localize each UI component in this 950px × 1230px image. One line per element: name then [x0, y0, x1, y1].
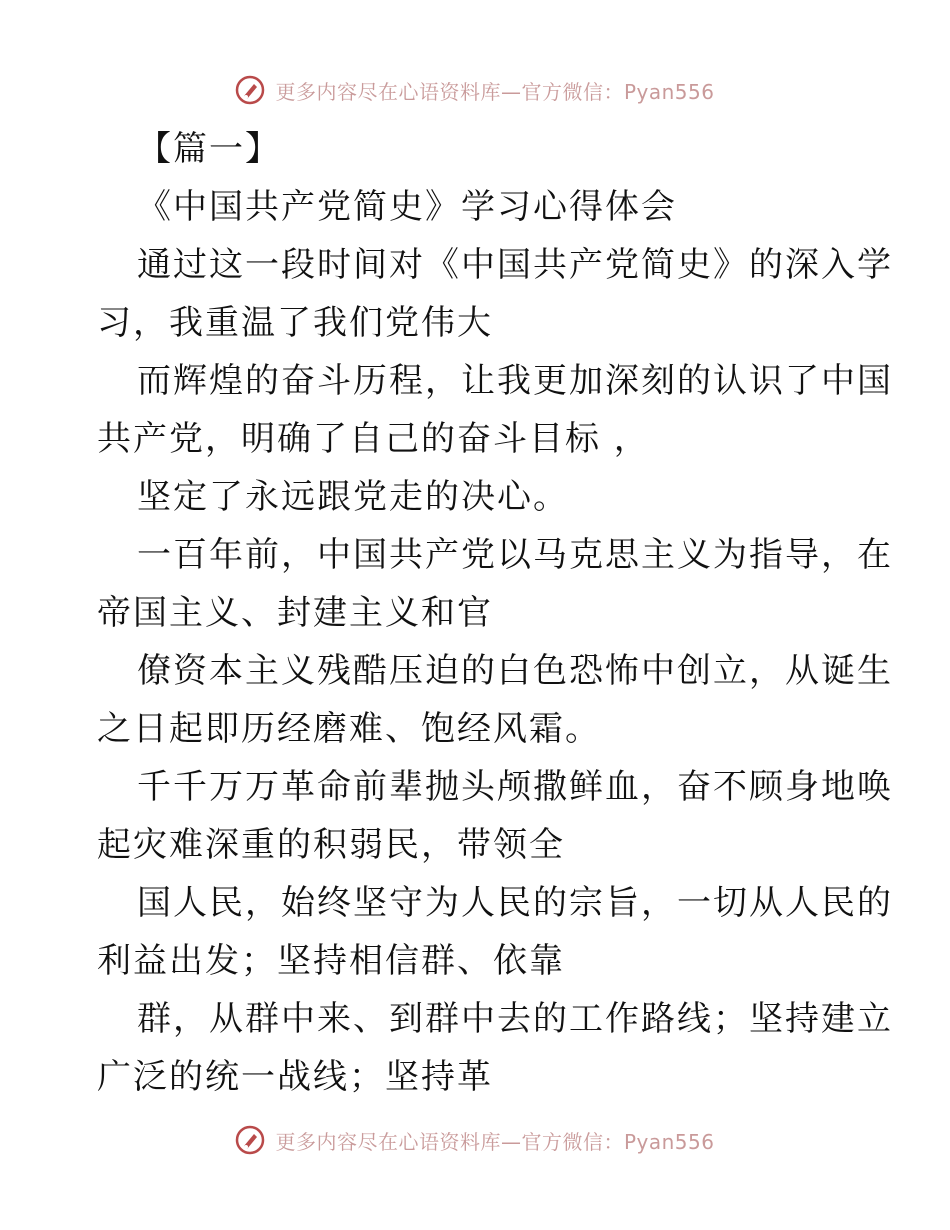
text-line: 国人民，始终坚守为人民的宗旨，一切从人民的	[137, 883, 893, 923]
text-line: 通过这一段时间对《中国共产党简史》的深入学	[137, 245, 893, 285]
text-line: 《中国共产党简史》学习心得体会	[137, 187, 677, 227]
text-line: 【篇一】	[137, 129, 281, 169]
text-line: 之日起即历经磨难、饱经风霜。	[97, 709, 601, 749]
pen-nib-logo-icon	[235, 75, 265, 105]
text-line: 群，从群中来、到群中去的工作路线；坚持建立	[137, 999, 893, 1039]
text-line: 习，我重温了我们党伟大	[97, 303, 493, 343]
text-line: 利益出发；坚持相信群、依靠	[97, 941, 565, 981]
text-line: 广泛的统一战线；坚持革	[97, 1057, 493, 1097]
text-line: 千千万万革命前辈抛头颅撒鲜血，奋不顾身地唤	[137, 767, 893, 807]
text-line: 起灾难深重的积弱民，带领全	[97, 825, 565, 865]
header-banner	[0, 68, 950, 112]
text-line: 共产党，明确了自己的奋斗目标 ，	[97, 419, 650, 459]
text-line: 帝国主义、封建主义和官	[97, 593, 493, 633]
document-body	[97, 120, 893, 1106]
text-line: 坚定了永远跟党走的决心。	[137, 477, 569, 517]
text-line: 一百年前，中国共产党以马克思主义为指导，在	[137, 535, 893, 575]
text-line: 僚资本主义残酷压迫的白色恐怖中创立，从诞生	[137, 651, 893, 691]
text-line: 而辉煌的奋斗历程，让我更加深刻的认识了中国	[137, 361, 893, 401]
footer-banner	[0, 1118, 950, 1162]
footer-banner-text: 更多内容尽在心语资料库—官方微信：Pyan556	[275, 1129, 715, 1154]
pen-nib-logo-icon	[235, 1125, 265, 1155]
header-banner-text: 更多内容尽在心语资料库—官方微信：Pyan556	[275, 79, 715, 104]
